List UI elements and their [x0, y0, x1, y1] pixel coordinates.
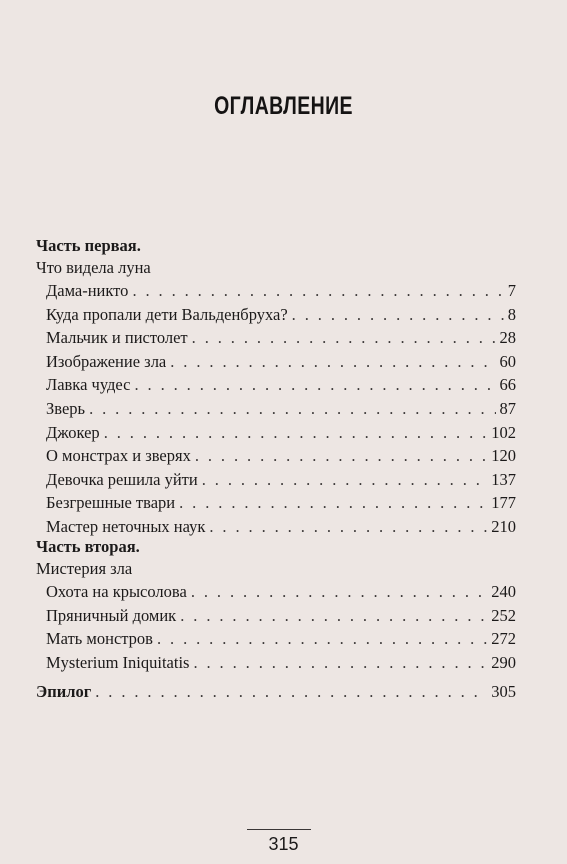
entry-title: Охота на крысолова	[46, 582, 187, 601]
epilogue-page: 305	[491, 682, 516, 701]
dot-leader	[132, 279, 503, 303]
toc-entry	[36, 515, 516, 539]
toc-entry	[36, 580, 516, 604]
dot-leader	[292, 303, 504, 327]
part-heading: Часть вторая.	[36, 537, 140, 556]
entry-page: 28	[499, 328, 516, 348]
toc-entry	[36, 421, 516, 445]
entry-title: Мальчик и пистолет	[46, 328, 188, 348]
entry-page: 120	[491, 446, 516, 466]
toc-entry	[36, 303, 516, 327]
page-number: 315	[268, 834, 299, 854]
toc-entry	[36, 627, 516, 651]
toc-part-1	[36, 235, 516, 539]
entry-title: Безгрешные твари	[46, 493, 176, 513]
entry-page: 102	[491, 422, 516, 442]
entry-title: Мать монстров	[46, 629, 153, 649]
entry-page: 272	[491, 629, 516, 649]
entry-page: 87	[499, 398, 516, 418]
entry-page: 60	[499, 351, 516, 371]
dot-leader	[134, 373, 495, 397]
entry-title: Пряничный домик	[46, 605, 177, 625]
toc-entry	[36, 350, 516, 374]
entry-page: 210	[491, 516, 516, 536]
entry-page: 290	[491, 652, 516, 672]
toc-entry	[36, 279, 516, 303]
toc-entry	[36, 326, 516, 350]
footer-rule	[247, 829, 311, 830]
entry-title: Лавка чудес	[46, 375, 131, 395]
entry-title: Изображение зла	[46, 351, 167, 371]
entry-title: Дама-никто	[46, 281, 129, 300]
entry-page: 137	[491, 469, 516, 489]
part-heading: Часть первая.	[36, 236, 141, 255]
toc-part-2	[36, 536, 516, 674]
part-subheading: Что видела луна	[36, 258, 151, 277]
dot-leader	[180, 604, 487, 628]
page-title: ОГЛАВЛЕНИЕ	[214, 92, 353, 120]
entry-title: Куда пропали дети Вальденбруха?	[46, 304, 288, 324]
entry-page: 66	[499, 375, 516, 395]
dot-leader	[202, 468, 488, 492]
dot-leader	[170, 350, 495, 374]
toc-entry	[36, 397, 516, 421]
entry-page: 7	[507, 281, 516, 300]
part-subheading: Мистерия зла	[36, 559, 133, 578]
dot-leader	[192, 326, 496, 350]
toc-entry	[36, 491, 516, 515]
dot-leader	[157, 627, 487, 651]
dot-leader	[179, 491, 487, 515]
entry-title: Mysterium Iniquitatis	[46, 652, 190, 672]
toc-entry-epilogue	[36, 680, 516, 704]
toc-entry	[36, 373, 516, 397]
entry-title: Зверь	[46, 398, 86, 418]
dot-leader	[191, 580, 487, 604]
dot-leader	[104, 421, 488, 445]
toc-epilogue	[36, 680, 516, 704]
entry-title: Девочка решила уйти	[46, 469, 198, 489]
entry-page: 8	[507, 304, 516, 324]
dot-leader	[95, 680, 487, 704]
entry-page: 177	[491, 493, 516, 513]
dot-leader	[209, 515, 487, 539]
entry-title: Джокер	[46, 422, 100, 442]
entry-title: Мастер неточных наук	[46, 516, 206, 536]
dot-leader	[89, 397, 495, 421]
toc-entry	[36, 651, 516, 675]
epilogue-title: Эпилог	[36, 682, 92, 701]
dot-leader	[193, 651, 487, 675]
entry-title: О монстрах и зверях	[46, 446, 191, 466]
toc-entry	[36, 468, 516, 492]
entry-page: 240	[491, 582, 516, 601]
dot-leader	[195, 444, 487, 468]
toc-entry	[36, 444, 516, 468]
toc-entry	[36, 604, 516, 628]
entry-page: 252	[491, 605, 516, 625]
